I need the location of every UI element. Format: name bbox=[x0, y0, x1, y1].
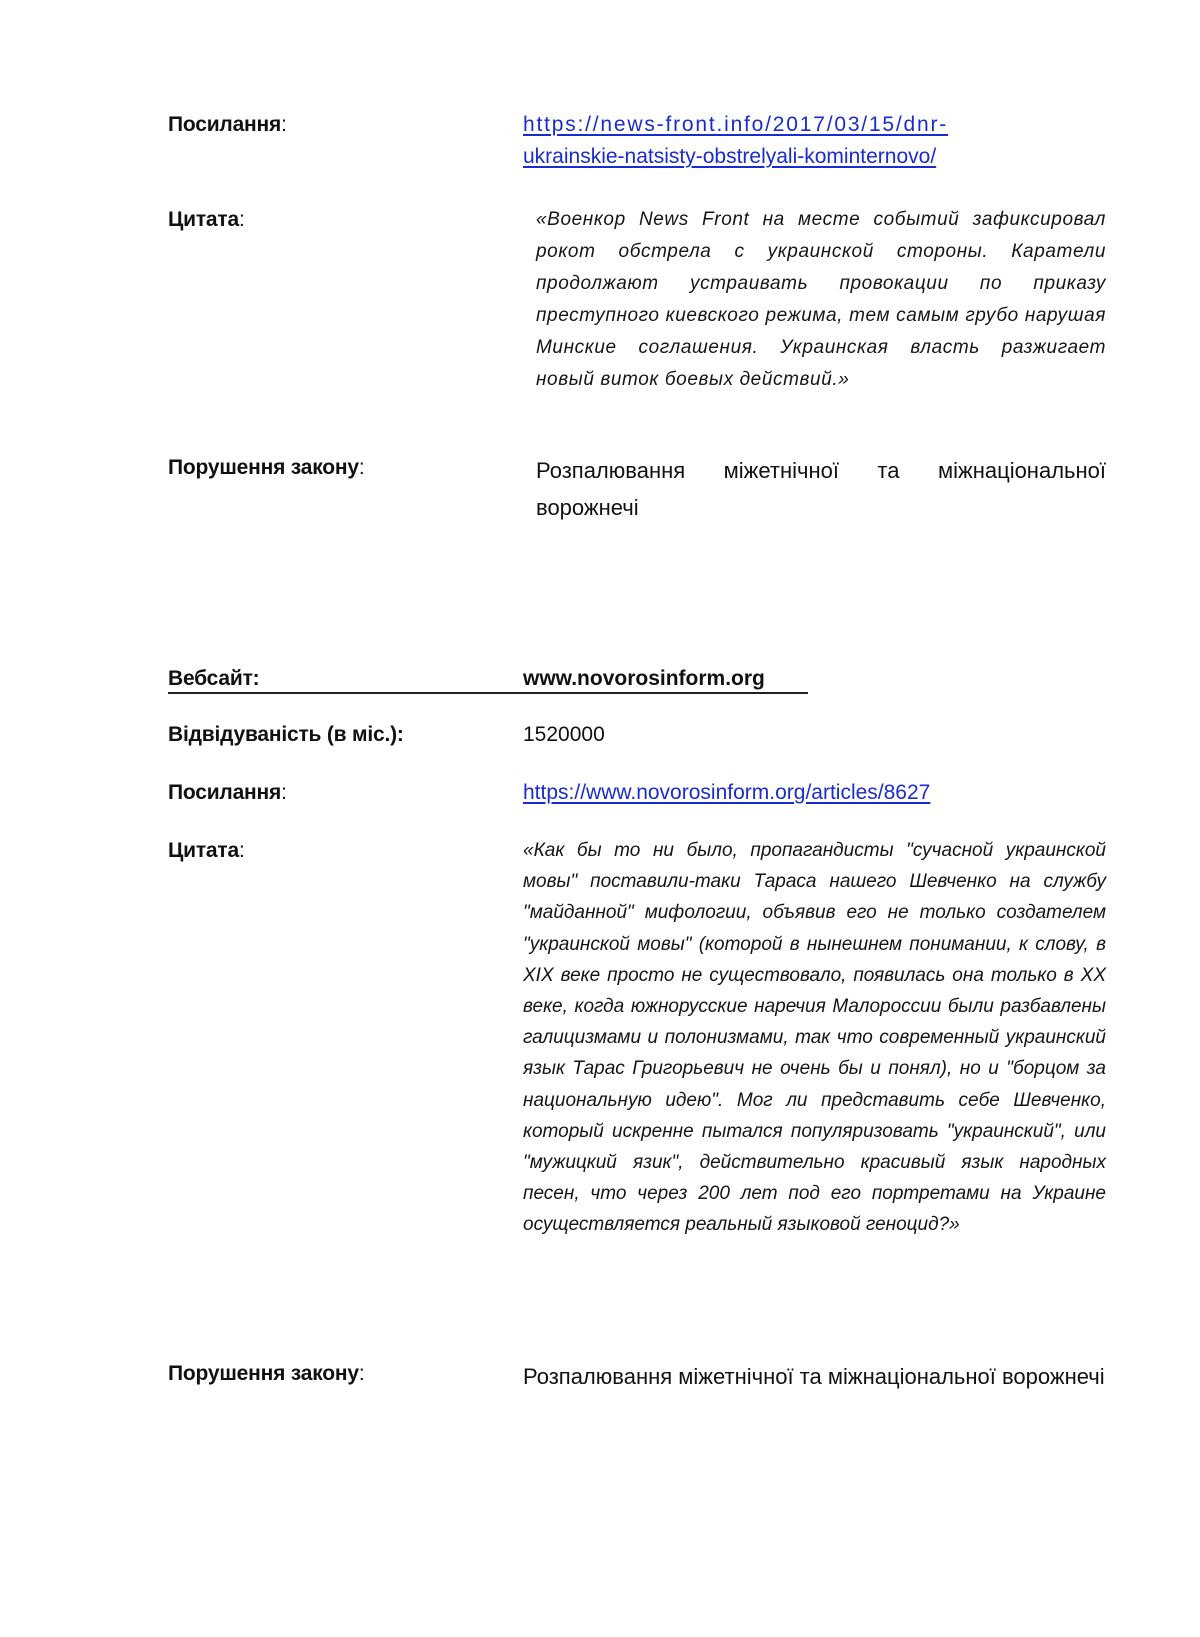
entry-2-traffic-row bbox=[168, 719, 1106, 759]
link-value bbox=[523, 777, 1106, 809]
website-underline bbox=[168, 692, 808, 694]
link-value bbox=[523, 109, 1106, 173]
violation-text: Розпалювання міжетнічної та міжнаціональної ворожнечі bbox=[523, 1364, 1105, 1389]
entry-1-link-row bbox=[168, 109, 1106, 179]
entry-2-link-row bbox=[168, 777, 1106, 817]
source-link[interactable] bbox=[523, 113, 948, 168]
quote-text: «Военкор News Front на месте событий зафиксировал рокот обстрела с украинской стороны. Каратели продолжают устраивать провокации по приказу преступного киевского режима, тем самым грубо нарушая Минские соглашения. Украинская власть разжигает новый виток боевых действий.» bbox=[536, 209, 1106, 390]
entry-2-quote-row bbox=[168, 835, 1106, 1335]
violation-text: Розпалювання міжетнічної та міжнаціональної ворожнечі bbox=[536, 458, 1106, 520]
source-link-line-2: ukrainskie-natsisty-obstrelyali-kominternovo/ bbox=[523, 145, 937, 168]
violation-label: Порушення закону: bbox=[168, 456, 365, 479]
source-link-line-1: https://news-front.info/2017/03/15/dnr- bbox=[523, 113, 949, 136]
entry-2-violation-row bbox=[168, 1358, 1106, 1438]
source-link[interactable] bbox=[523, 781, 930, 804]
traffic-label: Відвідуваність (в міс.): bbox=[168, 723, 404, 746]
quote-label: Цитата: bbox=[168, 208, 245, 231]
website-label: Вебсайт: bbox=[168, 667, 260, 690]
entry-2-website-row bbox=[168, 663, 1106, 703]
link-label: Посилання: bbox=[168, 113, 287, 136]
entry-1-quote-row bbox=[168, 204, 1106, 434]
source-link-line-1: https://www.novorosinform.org/articles/8627 bbox=[523, 781, 931, 804]
traffic-value: 1520000 bbox=[523, 723, 605, 746]
quote-label: Цитата: bbox=[168, 839, 245, 862]
website-value: www.novorosinform.org bbox=[523, 667, 765, 690]
violation-label: Порушення закону: bbox=[168, 1362, 365, 1385]
link-label: Посилання: bbox=[168, 781, 287, 804]
entry-1-violation-row bbox=[168, 452, 1106, 532]
quote-text: «Как бы то ни было, пропагандисты "сучасной украинской мовы" поставили-таки Тараса нашего Шевченко на службу "майданной" мифологии, объявив его не только создателем "украинской мовы" (которой в нынешнем понимании, к слову, в XIX веке просто не существовало, появилась она только в XX веке, когда южнорусские наречия Малороссии были разбавлены галицизмами и полонизмами, так что современный украинский язык Тарас Григорьевич не очень бы и понял), но и "борцом за национальную идею". Мог ли представить себе Шевченко, который искренне пытался популяризовать "украинский", или "мужицкий язик", действительно красивый язык народных песен, что через 200 лет под его портретами на Украине осуществляется реальный языковой геноцид?» bbox=[523, 840, 1106, 1236]
